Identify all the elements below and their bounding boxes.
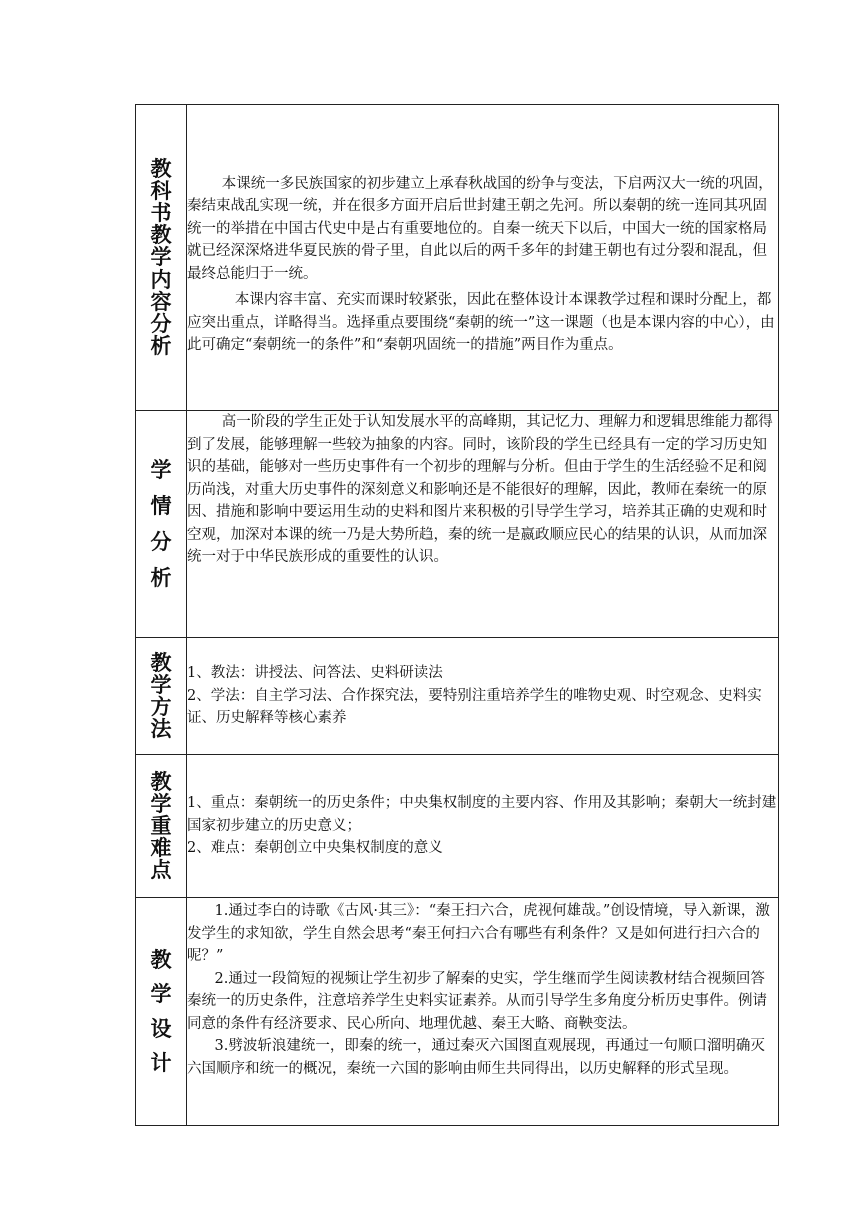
row-label-teaching-methods — [136, 638, 187, 755]
label-char: 析 — [150, 332, 172, 358]
label-char: 重 — [150, 812, 172, 838]
label-char: 学 — [150, 671, 172, 697]
label-char: 学 — [150, 456, 172, 482]
paragraph: 高一阶段的学生正处于认知发展水平的高峰期，其记忆力、理解力和逻辑思维能力都得到了发展，能够理解一些较为抽象的内容。同时，该阶段的学生已经具有一定的学习历史知识的基础，能够对一些历史事件有一个初步的理解与分析。但由于学生的生活经验不足和阅历尚浅，对重大历史事件的深刻意义和影响还是不能很好的理解，因此，教师在秦统一的原因、措施和影响中要运用生动的史料和图片来积极的引导学生学习，培养其正确的史观和时空观，加深对本课的统一乃是大势所趋，秦的统一是嬴政顺应民心的结果的认识，从而加深统一对于中华民族形成的重要性的认识。 — [187, 414, 773, 565]
label-char: 计 — [150, 1049, 172, 1075]
label-char: 教 — [150, 156, 172, 182]
label-char: 点 — [150, 857, 172, 883]
label-char: 学 — [150, 244, 172, 270]
row-label-student-analysis — [136, 411, 187, 638]
table-row-textbook-analysis — [136, 105, 779, 411]
label-char: 难 — [150, 835, 172, 861]
table-row-student-analysis — [136, 411, 779, 638]
label-char: 情 — [150, 492, 172, 518]
row-content-teaching-design — [187, 898, 779, 1126]
label-char: 法 — [150, 716, 172, 742]
label-char: 设 — [150, 1015, 172, 1041]
row-content-key-points — [187, 755, 779, 898]
label-char: 教 — [150, 222, 172, 248]
label-char: 内 — [150, 266, 172, 292]
label-char: 析 — [150, 565, 172, 591]
label-char: 教 — [150, 947, 172, 973]
label-char: 科 — [150, 178, 172, 204]
label-char: 学 — [150, 981, 172, 1007]
row-content-student-analysis — [187, 411, 779, 638]
row-label-key-points — [136, 755, 187, 898]
label-char: 方 — [150, 694, 172, 719]
label-char: 分 — [150, 529, 172, 554]
row-content-textbook-analysis — [187, 105, 779, 411]
label-char: 学 — [150, 790, 172, 816]
table-row-teaching-methods — [136, 638, 779, 755]
paragraph: 2、学法：自主学习法、合作探究法，要特别注重培养学生的唯物史观、时空观念、史料实证、历史解释等核心素养 — [187, 687, 762, 727]
paragraph: 1、教法：讲授法、问答法、史料研读法 — [187, 665, 443, 682]
paragraph: 1.通过李白的诗歌《古风·其三》：“秦王扫六合，虎视何雄哉。”创设情境，导入新课，激发学生的求知欲，学生自然会思考“秦王何扫六合有哪些有利条件？又是如何进行扫六合的呢？” — [187, 903, 770, 964]
label-char: 容 — [150, 288, 172, 314]
table-row-teaching-design — [136, 898, 779, 1126]
row-label-teaching-design — [136, 898, 187, 1126]
label-char: 分 — [150, 310, 172, 336]
lesson-plan-table — [135, 104, 779, 1126]
paragraph: 3.劈波斩浪建统一，即秦的统一，通过秦灭六国图直观展现，再通过一句顺口溜明确灭六国顺序和统一的概况，秦统一六国的影响由师生共同得出，以历史解释的形式呈现。 — [187, 1038, 765, 1077]
paragraph: 2、难点：秦朝创立中央集权制度的意义 — [187, 840, 443, 857]
paragraph: 本课内容丰富、充实而课时较紧张，因此在整体设计本课教学过程和课时分配上，都应突出重点，详略得当。选择重点要围绕“秦朝的统一”这一课题（也是本课内容的中心），由此可确定“秦朝统一的条件”和“秦朝巩固统一的措施”两目作为重点。 — [187, 292, 775, 353]
label-char: 教 — [150, 768, 172, 794]
paragraph: 2.通过一段简短的视频让学生初步了解秦的史实，学生继而学生阅读教材结合视频回答秦统一的历史条件，注意培养学生史料实证素养。从而引导学生多角度分析历史事件。例请同意的条件有经济要求、民心所向、地理优越、秦王大略、商鞅变法。 — [187, 970, 767, 1032]
paragraph: 本课统一多民族国家的初步建立上承春秋战国的纷争与变法，下启两汉大一统的巩固，秦结束战乱实现一统，并在很多方面开启后世封建王朝之先河。所以秦朝的统一连同其巩固统一的举措在中国古代史中是占有重要地位的。自秦一统天下以后，中国大一统的国家格局就已经深深烙进华夏民族的骨子里，自此以后的两千多年的封建王朝也有过分裂和混乱，但最终总能归于一统。 — [187, 175, 773, 282]
table-row-key-points — [136, 755, 779, 898]
label-char: 书 — [150, 200, 172, 226]
row-content-teaching-methods — [187, 638, 779, 755]
paragraph: 1、重点：秦朝统一的历史条件；中央集权制度的主要内容、作用及其影响；秦朝大一统封建国家初步建立的历史意义； — [187, 795, 777, 834]
label-char: 教 — [150, 649, 172, 675]
row-label-textbook-analysis — [136, 105, 187, 411]
